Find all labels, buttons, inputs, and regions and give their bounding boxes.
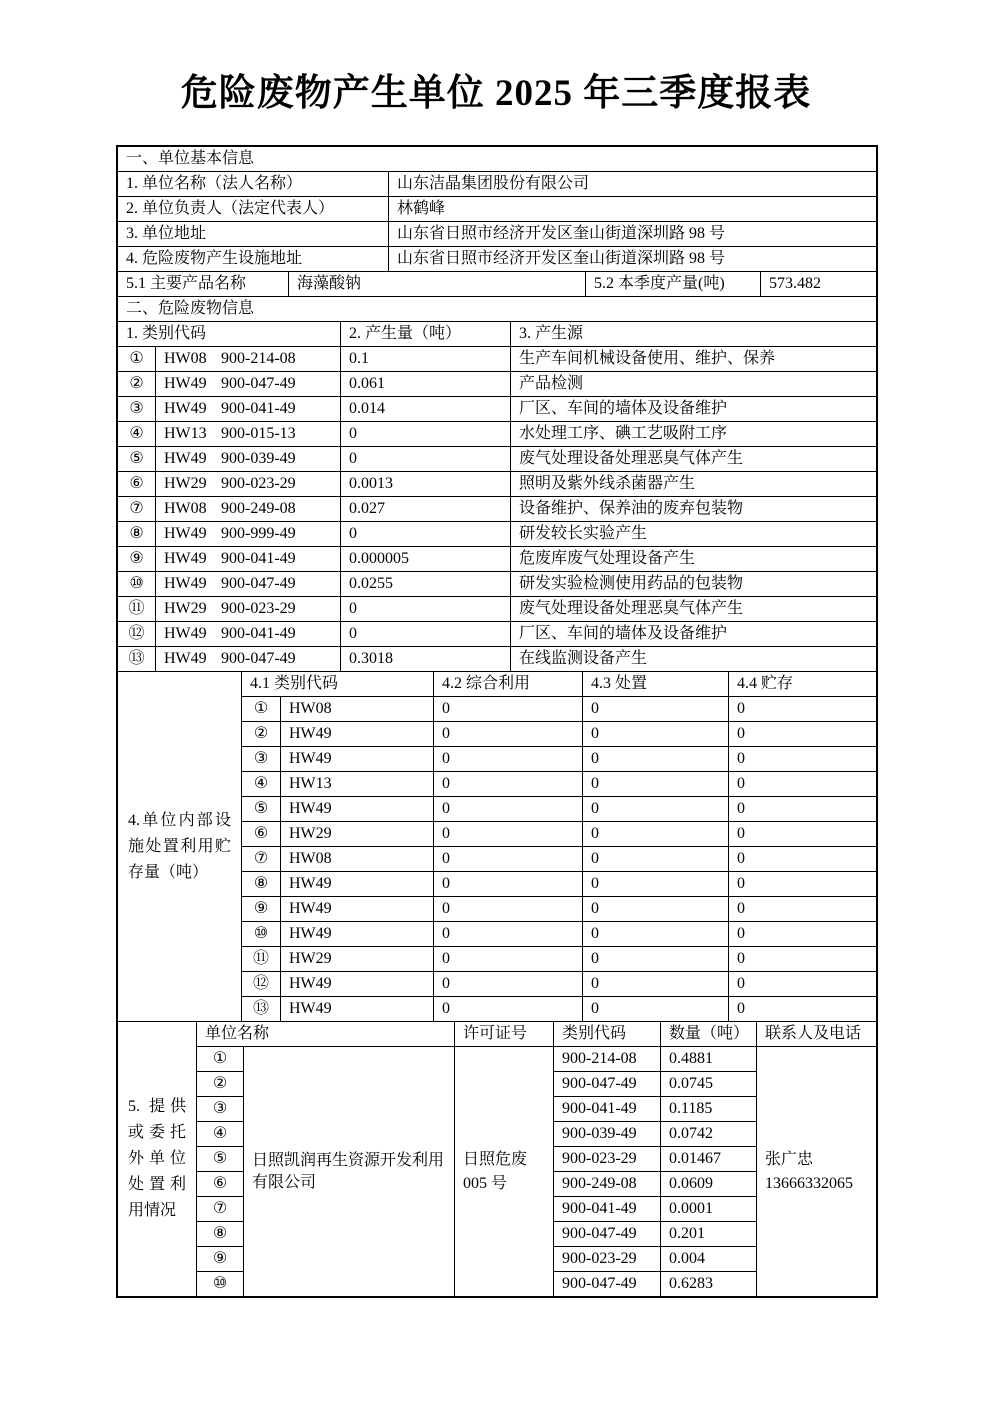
section2-header-row — [118, 322, 877, 347]
use-amount: 0 — [434, 872, 583, 897]
use-amount: 0 — [434, 947, 583, 972]
waste-source: 水处理工序、碘工艺吸附工序 — [511, 422, 877, 447]
main-product-value: 海藻酸钠 — [289, 272, 586, 297]
row-number: ⑬ — [118, 647, 156, 672]
store-amount: 0 — [729, 897, 877, 922]
column-header-code: 4.1 类别代码 — [242, 672, 434, 697]
waste-code-cell — [156, 622, 341, 647]
section-external-disposal — [117, 1021, 877, 1297]
waste-source: 生产车间机械设备使用、维护、保养 — [511, 347, 877, 372]
row-number: ⑪ — [118, 597, 156, 622]
waste-amount: 0.1 — [341, 347, 511, 372]
use-amount: 0 — [434, 822, 583, 847]
section-internal-disposal — [117, 671, 877, 1022]
row-number: ④ — [118, 422, 156, 447]
hw-class: HW08 — [164, 350, 207, 368]
hw-class: HW29 — [164, 600, 207, 618]
use-amount: 0 — [434, 897, 583, 922]
waste-code: 900-047-49 — [554, 1072, 661, 1097]
section1-heading-row — [118, 147, 877, 172]
waste-row — [118, 372, 877, 397]
waste-amount: 0.6283 — [661, 1272, 757, 1297]
store-amount: 0 — [729, 822, 877, 847]
row-number: ⑩ — [242, 922, 281, 947]
row-number: ⑧ — [197, 1222, 244, 1247]
waste-amount: 0.1185 — [661, 1097, 757, 1122]
waste-code: 900-039-49 — [221, 450, 296, 468]
row-number: ⑧ — [242, 872, 281, 897]
waste-row — [118, 447, 877, 472]
page-title: 危险废物产生单位 2025 年三季度报表 — [180, 73, 812, 114]
waste-code: 900-041-49 — [221, 400, 296, 418]
waste-row — [118, 547, 877, 572]
waste-amount: 0.0013 — [341, 472, 511, 497]
waste-amount: 0.0742 — [661, 1122, 757, 1147]
row-number: ④ — [197, 1122, 244, 1147]
hw-class: HW29 — [164, 475, 207, 493]
waste-code-cell — [156, 547, 341, 572]
use-amount: 0 — [434, 997, 583, 1022]
unit-name-label: 1. 单位名称（法人名称） — [118, 172, 389, 197]
waste-amount: 0.000005 — [341, 547, 511, 572]
license-line2: 005 号 — [463, 1174, 508, 1192]
store-amount: 0 — [729, 697, 877, 722]
waste-code-cell — [156, 472, 341, 497]
waste-row — [118, 497, 877, 522]
waste-code-cell — [156, 497, 341, 522]
use-amount: 0 — [434, 847, 583, 872]
store-amount: 0 — [729, 922, 877, 947]
waste-code: 900-999-49 — [221, 525, 296, 543]
waste-source: 研发实验检测使用药品的包装物 — [511, 572, 877, 597]
section5-header-row — [118, 1022, 877, 1047]
column-header-company: 单位名称 — [197, 1022, 455, 1047]
main-product-label: 5.1 主要产品名称 — [118, 272, 289, 297]
row-number: ① — [242, 697, 281, 722]
row-number: ⑦ — [118, 497, 156, 522]
hw-class: HW49 — [281, 747, 434, 772]
waste-amount: 0.0001 — [661, 1197, 757, 1222]
waste-amount: 0 — [341, 447, 511, 472]
hw-class: HW49 — [281, 997, 434, 1022]
unit-address-label: 3. 单位地址 — [118, 222, 389, 247]
dispose-amount: 0 — [583, 772, 729, 797]
waste-source: 废气处理设备处理恶臭气体产生 — [511, 447, 877, 472]
waste-code: 900-023-29 — [221, 475, 296, 493]
hw-class: HW49 — [164, 375, 207, 393]
row-number: ⑩ — [197, 1272, 244, 1297]
hw-class: HW13 — [164, 425, 207, 443]
section2-heading: 二、危险废物信息 — [118, 297, 877, 322]
contact-phone: 13666332065 — [765, 1174, 854, 1192]
waste-amount: 0 — [341, 422, 511, 447]
column-header-code: 类别代码 — [554, 1022, 661, 1047]
hw-class: HW49 — [281, 797, 434, 822]
hw-class: HW08 — [281, 697, 434, 722]
waste-code: 900-015-13 — [221, 425, 296, 443]
column-header-code: 1. 类别代码 — [118, 322, 341, 347]
store-amount: 0 — [729, 747, 877, 772]
waste-row — [118, 647, 877, 672]
waste-code: 900-039-49 — [554, 1122, 661, 1147]
waste-amount: 0.4881 — [661, 1047, 757, 1072]
store-amount: 0 — [729, 872, 877, 897]
company-name: 日照凯润再生资源开发利用有限公司 — [244, 1047, 455, 1297]
column-header-amount: 2. 产生量（吨） — [341, 322, 511, 347]
dispose-amount: 0 — [583, 722, 729, 747]
external-disposal-row — [118, 1047, 877, 1072]
waste-code: 900-023-29 — [554, 1247, 661, 1272]
waste-code-cell — [156, 572, 341, 597]
waste-amount: 0 — [341, 622, 511, 647]
store-amount: 0 — [729, 797, 877, 822]
row-number: ② — [197, 1072, 244, 1097]
waste-amount: 0.3018 — [341, 647, 511, 672]
license-number — [455, 1047, 554, 1297]
hw-class: HW49 — [164, 575, 207, 593]
waste-code: 900-041-49 — [221, 625, 296, 643]
hw-class: HW49 — [281, 897, 434, 922]
dispose-amount: 0 — [583, 997, 729, 1022]
row-number: ① — [197, 1047, 244, 1072]
waste-code: 900-249-08 — [221, 500, 296, 518]
hw-class: HW08 — [281, 847, 434, 872]
table-row — [118, 222, 877, 247]
waste-code: 900-047-49 — [554, 1222, 661, 1247]
table-row — [118, 197, 877, 222]
row-number: ⑧ — [118, 522, 156, 547]
row-number: ⑬ — [242, 997, 281, 1022]
waste-amount: 0.027 — [341, 497, 511, 522]
use-amount: 0 — [434, 722, 583, 747]
dispose-amount: 0 — [583, 697, 729, 722]
row-number: ③ — [197, 1097, 244, 1122]
hw-class: HW49 — [164, 400, 207, 418]
use-amount: 0 — [434, 697, 583, 722]
section2-heading-row — [118, 297, 877, 322]
waste-row — [118, 347, 877, 372]
dispose-amount: 0 — [583, 972, 729, 997]
waste-code: 900-023-29 — [221, 600, 296, 618]
row-number: ⑤ — [242, 797, 281, 822]
store-amount: 0 — [729, 972, 877, 997]
waste-amount: 0.004 — [661, 1247, 757, 1272]
waste-source: 危废库废气处理设备产生 — [511, 547, 877, 572]
use-amount: 0 — [434, 972, 583, 997]
waste-row — [118, 572, 877, 597]
row-number: ⑥ — [197, 1172, 244, 1197]
row-number: ③ — [242, 747, 281, 772]
dispose-amount: 0 — [583, 747, 729, 772]
waste-amount: 0.0255 — [341, 572, 511, 597]
column-header-contact: 联系人及电话 — [757, 1022, 877, 1047]
unit-name-value: 山东洁晶集团股份有限公司 — [389, 172, 877, 197]
waste-code: 900-023-29 — [554, 1147, 661, 1172]
waste-amount: 0.014 — [341, 397, 511, 422]
section1-heading: 一、单位基本信息 — [118, 147, 877, 172]
store-amount: 0 — [729, 722, 877, 747]
row-number: ⑥ — [242, 822, 281, 847]
dispose-amount: 0 — [583, 922, 729, 947]
waste-code: 900-047-49 — [554, 1272, 661, 1297]
waste-amount: 0.0609 — [661, 1172, 757, 1197]
product-row — [117, 271, 877, 297]
row-number: ⑦ — [242, 847, 281, 872]
facility-address-value: 山东省日照市经济开发区奎山街道深圳路 98 号 — [389, 247, 877, 272]
section4-label: 4.单位内部设施处置利用贮存量（吨） — [118, 672, 242, 1022]
waste-row — [118, 422, 877, 447]
hw-class: HW29 — [281, 947, 434, 972]
waste-code-cell — [156, 347, 341, 372]
row-number: ⑫ — [242, 972, 281, 997]
waste-source: 研发较长实验产生 — [511, 522, 877, 547]
section5-label: 5. 提供或委托外单位处置利用情况 — [118, 1022, 197, 1297]
quarter-output-value: 573.482 — [761, 272, 877, 297]
unit-head-label: 2. 单位负责人（法定代表人） — [118, 197, 389, 222]
waste-source: 厂区、车间的墙体及设备维护 — [511, 622, 877, 647]
waste-code: 900-214-08 — [554, 1047, 661, 1072]
row-number: ⑪ — [242, 947, 281, 972]
hw-class: HW49 — [281, 722, 434, 747]
waste-code-cell — [156, 647, 341, 672]
section-waste-info — [117, 296, 877, 672]
waste-amount: 0.201 — [661, 1222, 757, 1247]
waste-source: 厂区、车间的墙体及设备维护 — [511, 397, 877, 422]
license-line1: 日照危废 — [463, 1150, 528, 1168]
row-number: ② — [242, 722, 281, 747]
waste-code-cell — [156, 397, 341, 422]
waste-amount: 0.0745 — [661, 1072, 757, 1097]
row-number: ④ — [242, 772, 281, 797]
column-header-dispose: 4.3 处置 — [583, 672, 729, 697]
store-amount: 0 — [729, 847, 877, 872]
dispose-amount: 0 — [583, 797, 729, 822]
column-header-license: 许可证号 — [455, 1022, 554, 1047]
dispose-amount: 0 — [583, 847, 729, 872]
hw-class: HW29 — [281, 822, 434, 847]
column-header-amount: 数量（吨） — [661, 1022, 757, 1047]
row-number: ⑤ — [197, 1147, 244, 1172]
dispose-amount: 0 — [583, 822, 729, 847]
row-number: ⑩ — [118, 572, 156, 597]
hw-class: HW49 — [281, 922, 434, 947]
dispose-amount: 0 — [583, 872, 729, 897]
contact-name: 张广忠 — [765, 1150, 814, 1168]
waste-amount: 0 — [341, 522, 511, 547]
store-amount: 0 — [729, 947, 877, 972]
waste-source: 废气处理设备处理恶臭气体产生 — [511, 597, 877, 622]
section-basic-info — [117, 146, 877, 272]
waste-code: 900-047-49 — [221, 375, 296, 393]
waste-source: 产品检测 — [511, 372, 877, 397]
waste-row — [118, 622, 877, 647]
row-number: ⑦ — [197, 1197, 244, 1222]
unit-address-value: 山东省日照市经济开发区奎山街道深圳路 98 号 — [389, 222, 877, 247]
use-amount: 0 — [434, 922, 583, 947]
row-number: ⑫ — [118, 622, 156, 647]
waste-code-cell — [156, 522, 341, 547]
column-header-source: 3. 产生源 — [511, 322, 877, 347]
waste-code-cell — [156, 372, 341, 397]
waste-amount: 0.01467 — [661, 1147, 757, 1172]
column-header-use: 4.2 综合利用 — [434, 672, 583, 697]
waste-row — [118, 472, 877, 497]
waste-code: 900-041-49 — [221, 550, 296, 568]
waste-source: 在线监测设备产生 — [511, 647, 877, 672]
table-row — [118, 272, 877, 297]
hw-class: HW49 — [281, 872, 434, 897]
hw-class: HW08 — [164, 500, 207, 518]
waste-source: 照明及紫外线杀菌器产生 — [511, 472, 877, 497]
waste-code-cell — [156, 447, 341, 472]
row-number: ① — [118, 347, 156, 372]
table-row — [118, 172, 877, 197]
waste-row — [118, 522, 877, 547]
hw-class: HW49 — [281, 972, 434, 997]
hw-class: HW49 — [164, 650, 207, 668]
row-number: ⑥ — [118, 472, 156, 497]
waste-code: 900-041-49 — [554, 1197, 661, 1222]
dispose-amount: 0 — [583, 947, 729, 972]
waste-code: 900-047-49 — [221, 575, 296, 593]
hw-class: HW13 — [281, 772, 434, 797]
section4-header-row — [118, 672, 877, 697]
waste-row — [118, 597, 877, 622]
waste-code: 900-249-08 — [554, 1172, 661, 1197]
quarter-output-label: 5.2 本季度产量(吨) — [586, 272, 761, 297]
dispose-amount: 0 — [583, 897, 729, 922]
hw-class: HW49 — [164, 625, 207, 643]
use-amount: 0 — [434, 772, 583, 797]
waste-code: 900-041-49 — [554, 1097, 661, 1122]
unit-head-value: 林鹤峰 — [389, 197, 877, 222]
waste-code-cell — [156, 597, 341, 622]
waste-amount: 0 — [341, 597, 511, 622]
row-number: ③ — [118, 397, 156, 422]
row-number: ② — [118, 372, 156, 397]
use-amount: 0 — [434, 747, 583, 772]
hw-class: HW49 — [164, 525, 207, 543]
waste-code: 900-214-08 — [221, 350, 296, 368]
use-amount: 0 — [434, 797, 583, 822]
hw-class: HW49 — [164, 550, 207, 568]
waste-amount: 0.061 — [341, 372, 511, 397]
row-number: ⑨ — [242, 897, 281, 922]
hw-class: HW49 — [164, 450, 207, 468]
waste-code: 900-047-49 — [221, 650, 296, 668]
contact-info — [757, 1047, 877, 1297]
table-row — [118, 247, 877, 272]
row-number: ⑨ — [197, 1247, 244, 1272]
store-amount: 0 — [729, 997, 877, 1022]
store-amount: 0 — [729, 772, 877, 797]
waste-code-cell — [156, 422, 341, 447]
row-number: ⑨ — [118, 547, 156, 572]
waste-source: 设备维护、保养油的废弃包装物 — [511, 497, 877, 522]
report-table — [117, 146, 877, 1297]
column-header-store: 4.4 贮存 — [729, 672, 877, 697]
row-number: ⑤ — [118, 447, 156, 472]
facility-address-label: 4. 危险废物产生设施地址 — [118, 247, 389, 272]
waste-row — [118, 397, 877, 422]
